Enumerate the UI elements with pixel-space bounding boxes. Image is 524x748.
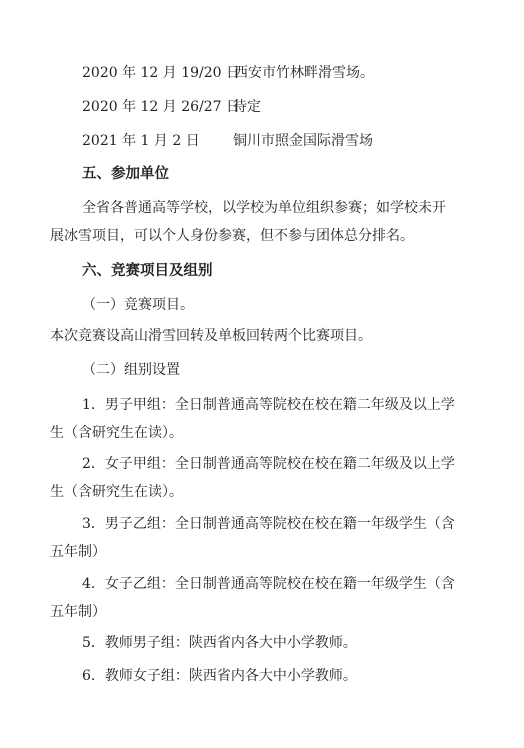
group-item: 3．男子乙组：全日制普通高等院校在校在籍一年级学生（含: [82, 516, 455, 532]
paragraph-line: 全省各普通高等学校，以学校为单位组织参赛；如学校未开: [82, 200, 446, 216]
schedule-date: 2020 年 12 月 26/27 日: [82, 99, 241, 115]
section-heading: 五、参加单位: [82, 166, 169, 182]
section-heading: 六、竞赛项目及组别: [82, 263, 213, 279]
schedule-date: 2020 年 12 月 19/20 日: [82, 65, 241, 81]
schedule-place: 西安市竹林畔滑雪场。: [234, 65, 374, 81]
subsection-heading: （二）组别设置: [82, 362, 180, 378]
schedule-row: [0, 132, 524, 150]
group-item: 6．教师女子组：陕西省内各大中小学教师。: [82, 668, 357, 684]
subsection-heading: （一）竞赛项目。: [82, 297, 194, 313]
group-item-continued: 五年制）: [50, 544, 106, 560]
group-item: 2．女子甲组：全日制普通高等院校在校在籍二年级及以上学: [82, 456, 455, 472]
group-item-continued: 五年制）: [50, 604, 106, 620]
group-item-continued: 生（含研究生在读）。: [50, 425, 183, 441]
schedule-row: [0, 64, 524, 82]
schedule-place: 待定: [233, 99, 261, 115]
group-item: 1．男子甲组：全日制普通高等院校在校在籍二年级及以上学: [82, 397, 455, 413]
paragraph-line: 本次竞赛设高山滑雪回转及单板回转两个比赛项目。: [50, 328, 372, 344]
schedule-date: 2021 年 1 月 2 日: [82, 133, 200, 149]
paragraph-line: 展冰雪项目，可以个人身份参赛，但不参与团体总分排名。: [50, 228, 414, 244]
group-item-continued: 生（含研究生在读）。: [50, 484, 183, 500]
group-item: 4．女子乙组：全日制普通高等院校在校在籍一年级学生（含: [82, 576, 455, 592]
schedule-place: 铜川市照金国际滑雪场: [233, 133, 373, 149]
group-item: 5．教师男子组：陕西省内各大中小学教师。: [82, 635, 357, 651]
schedule-row: [0, 98, 524, 116]
